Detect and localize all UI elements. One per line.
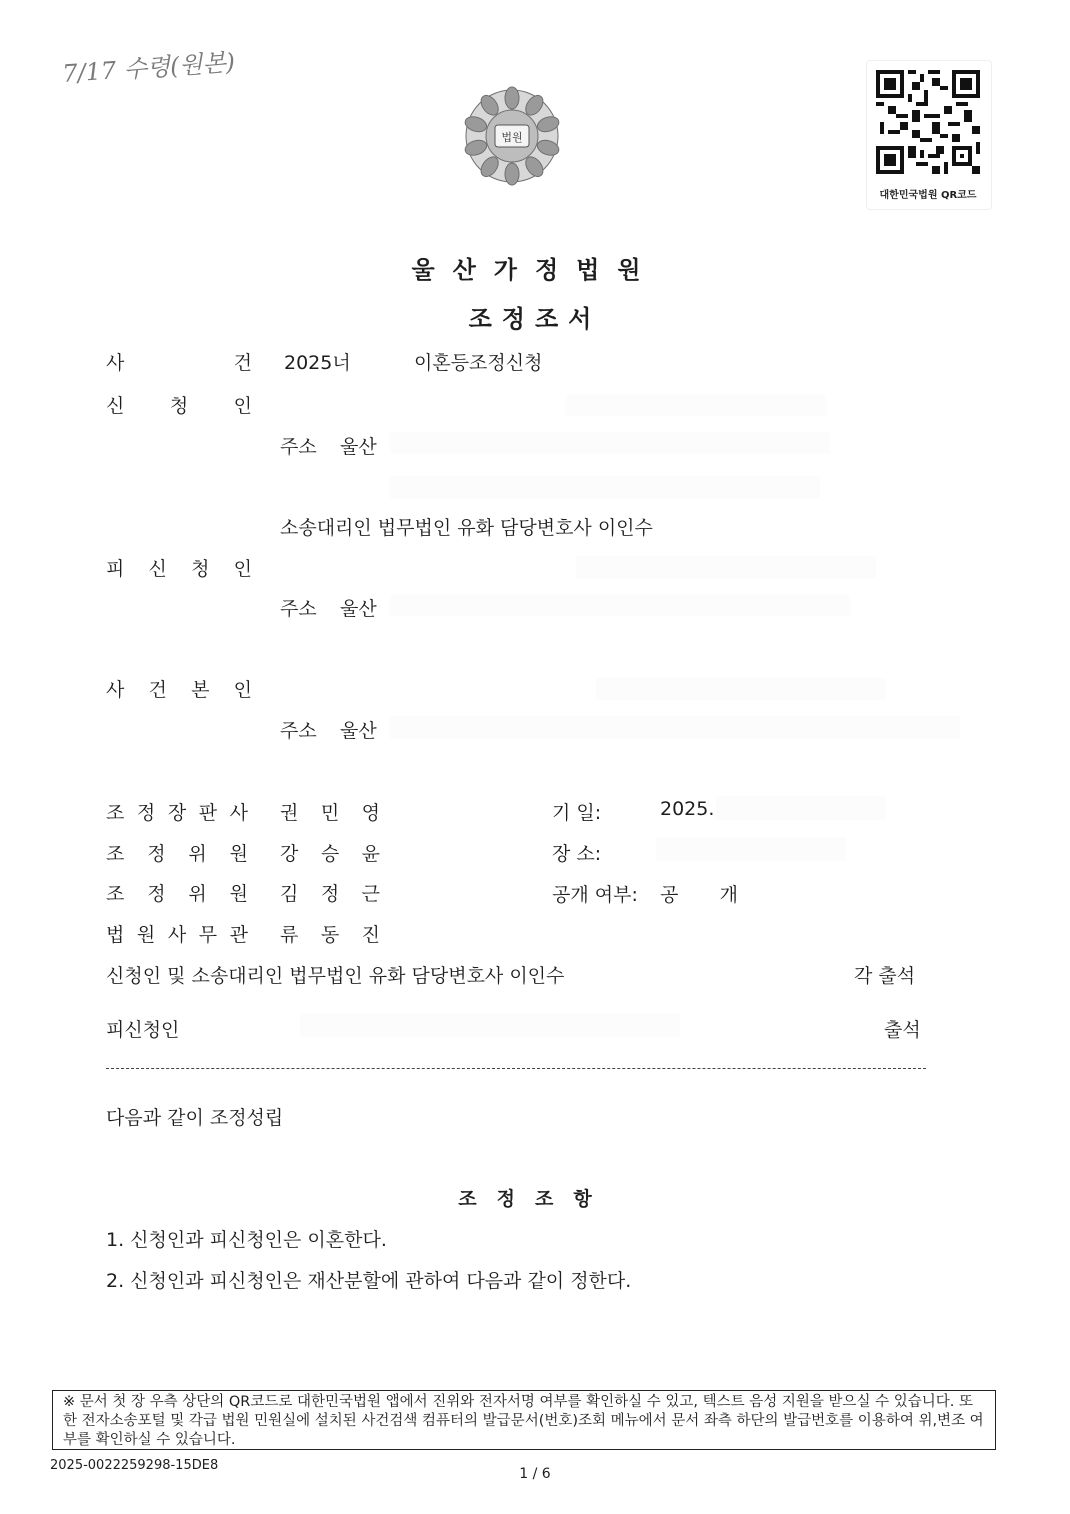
court-name: 울산가정법원 bbox=[411, 256, 659, 284]
official-name-clerk: 류 동 진 bbox=[280, 924, 380, 946]
redacted-area bbox=[596, 678, 886, 700]
qr-code-icon bbox=[876, 70, 980, 174]
attendance-status-2: 출석 bbox=[884, 1019, 921, 1041]
redacted-area bbox=[656, 837, 846, 861]
seal-text: 법원 bbox=[501, 131, 523, 144]
principal-address-label: 주소 bbox=[280, 720, 317, 742]
terms-item-1: 1. 신청인과 피신청인은 이혼한다. bbox=[106, 1229, 387, 1251]
redacted-area bbox=[566, 394, 826, 416]
redacted-area bbox=[300, 1013, 680, 1037]
divider-dashed bbox=[106, 1068, 926, 1069]
principal-label: 사 건 본 인 bbox=[106, 679, 252, 701]
terms-item-2: 2. 신청인과 피신청인은 재산분할에 관하여 다음과 같이 정한다. bbox=[106, 1270, 632, 1292]
redacted-area bbox=[390, 594, 850, 616]
official-role-mediator-2: 조 정 위 원 bbox=[106, 883, 248, 905]
mediation-result: 다음과 같이 조정성립 bbox=[106, 1107, 284, 1129]
case-number: 2025너 bbox=[284, 352, 351, 374]
applicant-label: 신 청 인 bbox=[106, 395, 252, 417]
official-role-presiding: 조 정 장 판 사 bbox=[106, 802, 248, 824]
document-title: 조정조서 bbox=[468, 305, 602, 333]
case-label bbox=[106, 348, 252, 375]
principal-address: 울산 bbox=[340, 720, 377, 742]
page-number: 1 / 6 bbox=[519, 1466, 551, 1482]
applicant-address-label: 주소 bbox=[280, 436, 317, 458]
attendance-status-1: 각 출석 bbox=[854, 965, 916, 987]
official-name-mediator-2: 김 정 근 bbox=[280, 883, 380, 905]
applicant-address: 울산 bbox=[340, 436, 377, 458]
official-name-presiding: 권 민 영 bbox=[280, 802, 380, 824]
qr-code[interactable] bbox=[876, 70, 980, 174]
official-name-mediator-1: 강 승 윤 bbox=[280, 843, 380, 865]
attendance-party-2: 피신청인 bbox=[106, 1019, 180, 1041]
terms-title: 조정조항 bbox=[458, 1188, 612, 1210]
official-role-mediator-1: 조 정 위 원 bbox=[106, 843, 248, 865]
case-label-char: 사 bbox=[106, 352, 125, 374]
issue-number: 2025-0022259298-15DE8 bbox=[50, 1458, 219, 1473]
redacted-area bbox=[390, 716, 960, 738]
session-public-value: 공 개 bbox=[660, 884, 738, 906]
attendance-party-1: 신청인 및 소송대리인 법무법인 유화 담당변호사 이인수 bbox=[106, 965, 565, 987]
official-role-clerk: 법 원 사 무 관 bbox=[106, 924, 248, 946]
redacted-area bbox=[390, 432, 830, 454]
redacted-area bbox=[716, 796, 886, 820]
redacted-area bbox=[576, 556, 876, 578]
case-name: 이혼등조정신청 bbox=[414, 352, 543, 374]
court-seal bbox=[462, 86, 562, 186]
applicant-agent: 소송대리인 법무법인 유화 담당변호사 이인수 bbox=[280, 517, 653, 539]
verification-notice: ※ 문서 첫 장 우측 상단의 QR코드로 대한민국법원 앱에서 진위와 전자서명 여부를 확인하실 수 있고, 텍스트 음성 지원을 받으실 수 있습니다. 또한 전자소송포털 및 각급 법원 민원실에 설치된 사건검색 컴퓨터의 발급문서(번호)조회 메뉴에서 문서 좌측 하단의 발급번호를 이용하여 위,변조 여부를 확인하실 수 있습니다. bbox=[52, 1390, 996, 1450]
handwritten-note: 7/17 수령(원본) bbox=[61, 47, 236, 88]
case-label-char: 건 bbox=[233, 352, 252, 374]
session-public-label: 공개 여부: bbox=[552, 884, 638, 906]
respondent-label: 피 신 청 인 bbox=[106, 558, 252, 580]
redacted-area bbox=[390, 476, 820, 498]
respondent-address: 울산 bbox=[340, 598, 377, 620]
session-place-label: 장 소: bbox=[552, 843, 602, 865]
court-emblem-icon bbox=[462, 86, 562, 186]
session-date-label: 기 일: bbox=[552, 802, 602, 824]
respondent-address-label: 주소 bbox=[280, 598, 317, 620]
qr-label: 대한민국법원 QR코드 bbox=[879, 190, 977, 201]
session-date-value: 2025. bbox=[660, 798, 715, 820]
